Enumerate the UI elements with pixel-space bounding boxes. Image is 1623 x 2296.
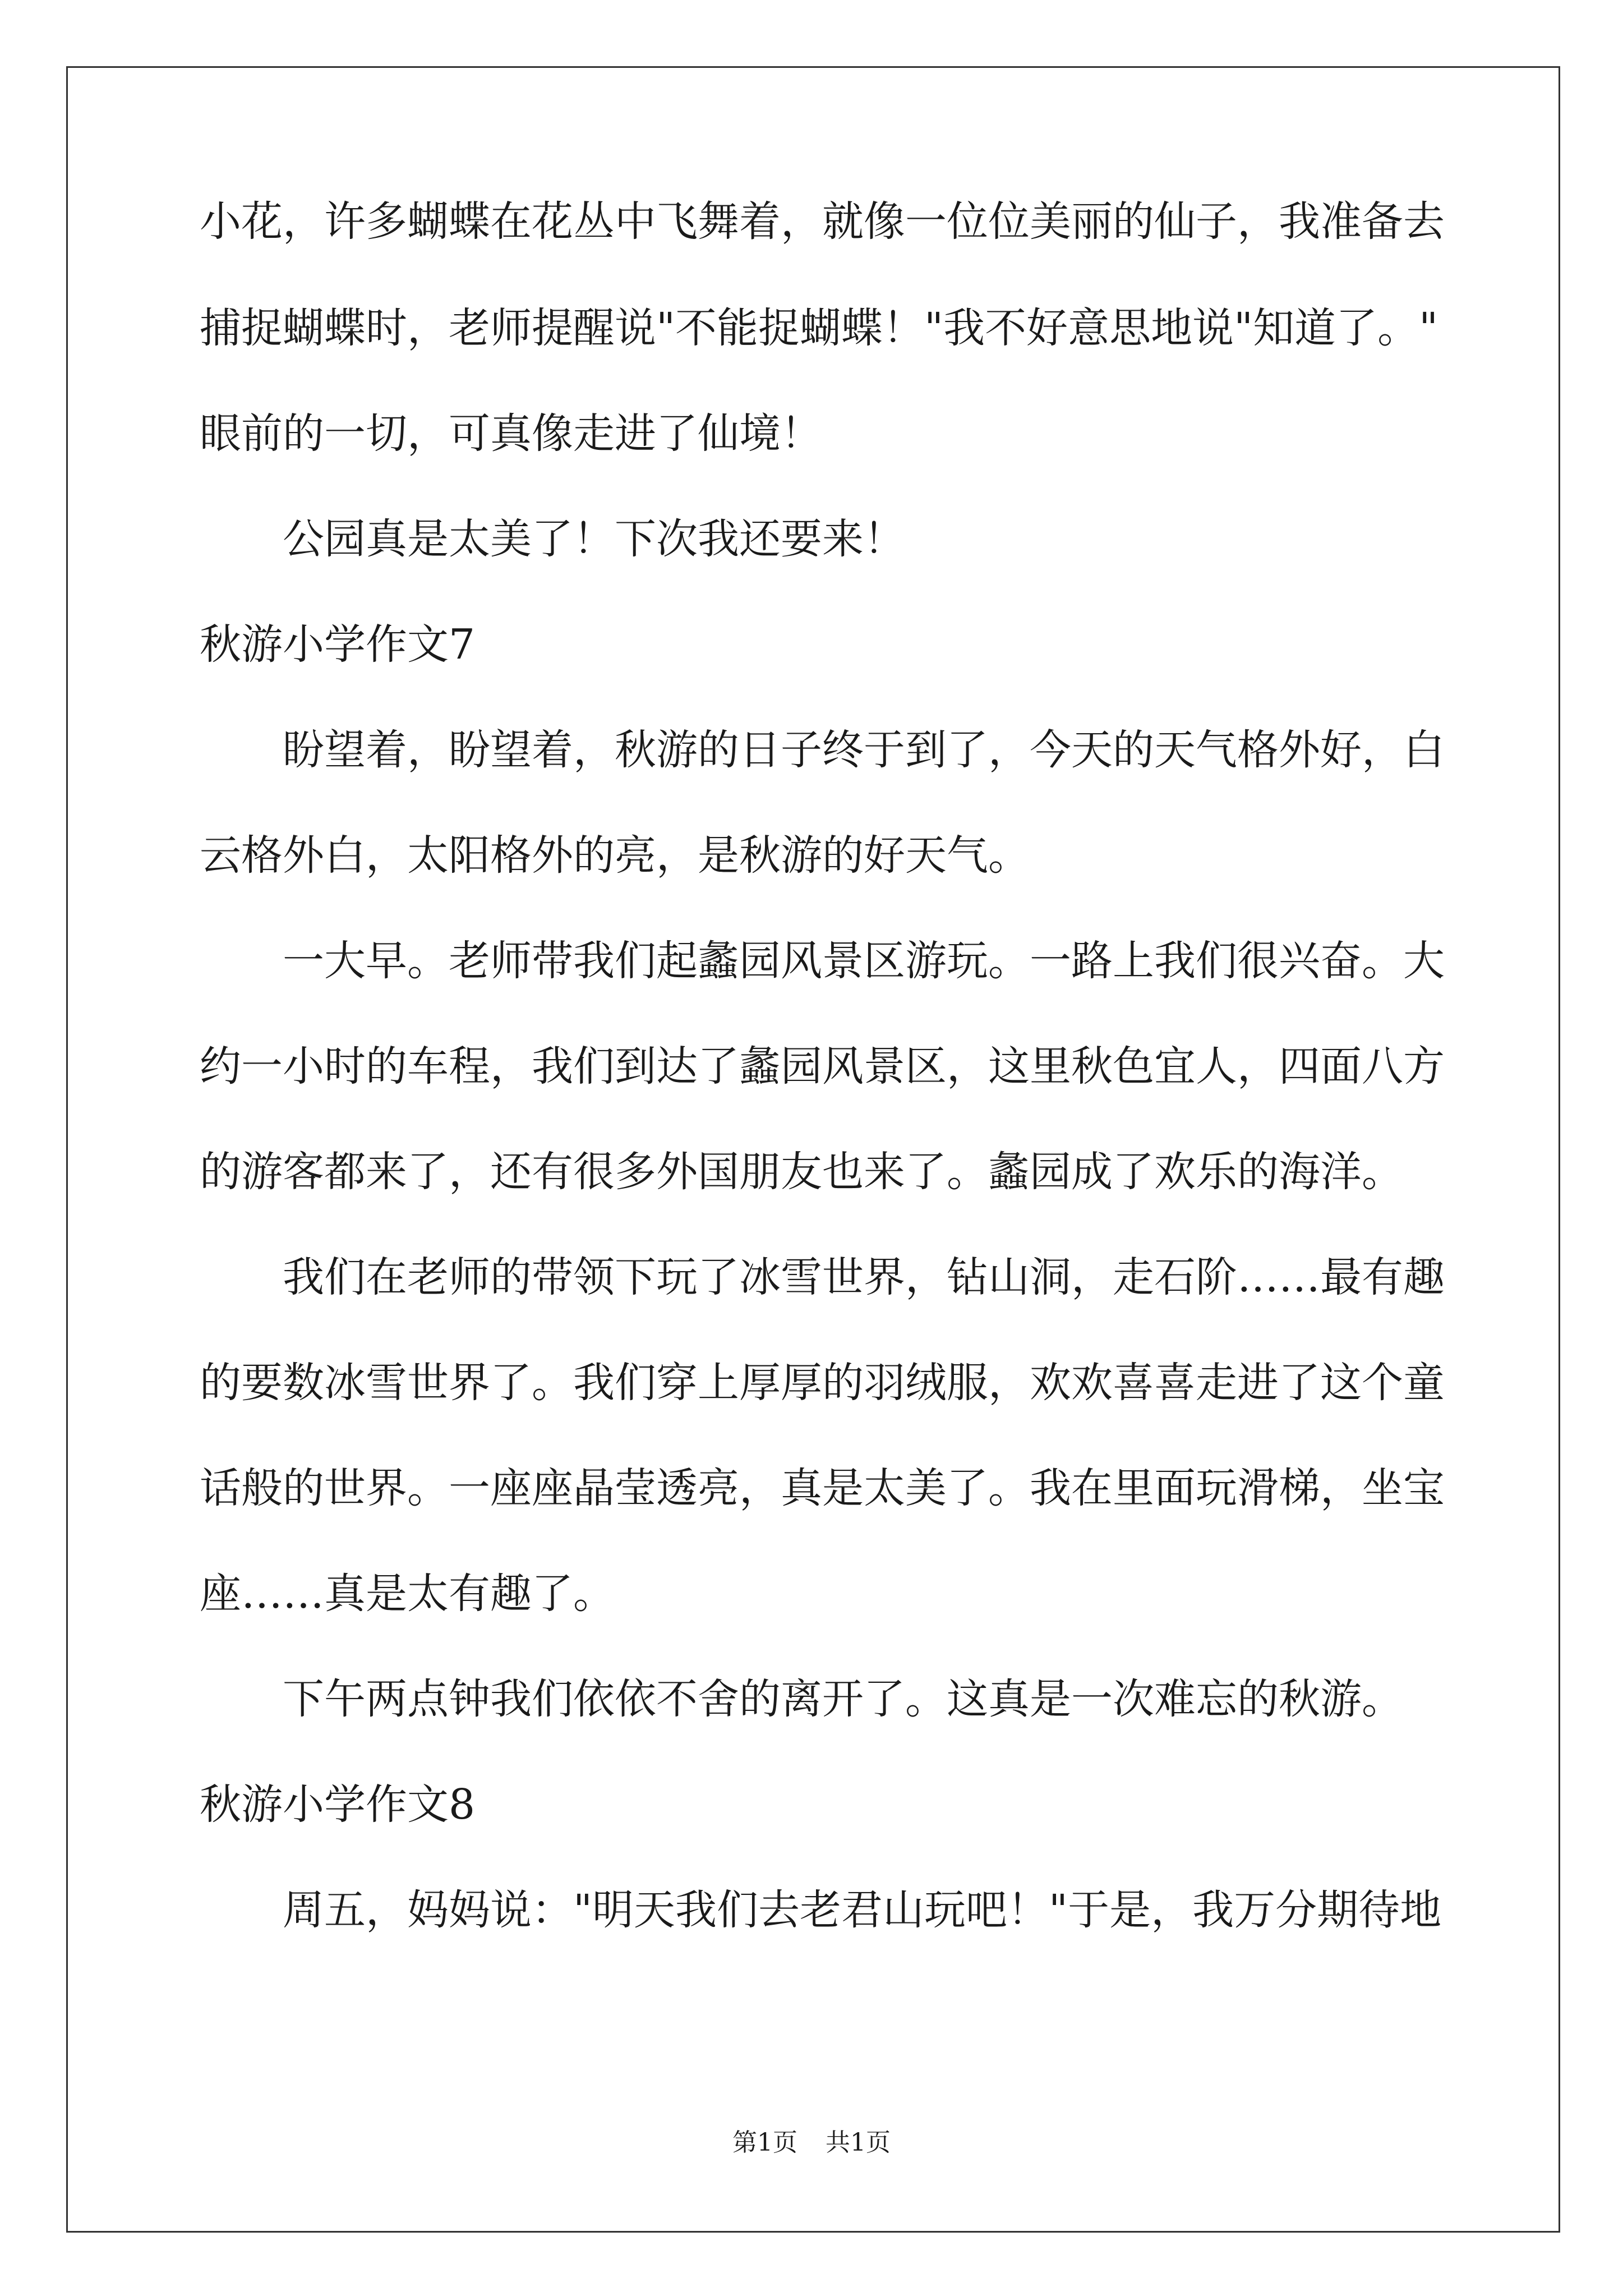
paragraph-line: 的游客都来了，还有很多外国朋友也来了。蠡园成了欢乐的海洋。 xyxy=(200,1148,1403,1196)
section-heading: 秋游小学作文8 xyxy=(200,1780,476,1829)
page-number: 第1页 xyxy=(732,2128,797,2157)
paragraph-line: 盼望着，盼望着，秋游的日子终于到了，今天的天气格外好，白 xyxy=(283,726,1445,774)
paragraph-line: 的要数冰雪世界了。我们穿上厚厚的羽绒服，欢欢喜喜走进了这个童 xyxy=(200,1359,1445,1407)
paragraph-line: 座……真是太有趣了。 xyxy=(200,1570,615,1618)
paragraph-line: 云格外白，太阳格外的亮，是秋游的好天气。 xyxy=(200,831,1030,880)
paragraph-line: 周五，妈妈说："明天我们去老君山玩吧！"于是，我万分期待地 xyxy=(283,1886,1442,1934)
section-heading: 秋游小学作文7 xyxy=(200,620,476,669)
paragraph-line: 眼前的一切，可真像走进了仙境！ xyxy=(200,409,822,458)
page-footer xyxy=(0,2126,1623,2160)
paragraph-line: 约一小时的车程，我们到达了蠡园风景区，这里秋色宜人，四面八方 xyxy=(200,1042,1445,1091)
paragraph-line: 小花，许多蝴蝶在花丛中飞舞着，就像一位位美丽的仙子，我准备去 xyxy=(200,197,1445,246)
paragraph-line: 捕捉蝴蝶时，老师提醒说"不能捉蝴蝶！"我不好意思地说"知道了。" xyxy=(200,304,1438,352)
page-total: 共1页 xyxy=(826,2128,891,2157)
paragraph-line: 下午两点钟我们依依不舍的离开了。这真是一次难忘的秋游。 xyxy=(283,1675,1403,1723)
paragraph-line: 我们在老师的带领下玩了冰雪世界，钻山洞，走石阶……最有趣 xyxy=(283,1253,1445,1301)
paragraph-line: 公园真是太美了！下次我还要来！ xyxy=(283,515,905,563)
paragraph-line: 一大早。老师带我们起蠡园风景区游玩。一路上我们很兴奋。大 xyxy=(283,937,1445,985)
paragraph-line: 话般的世界。一座座晶莹透亮，真是太美了。我在里面玩滑梯，坐宝 xyxy=(200,1464,1445,1512)
